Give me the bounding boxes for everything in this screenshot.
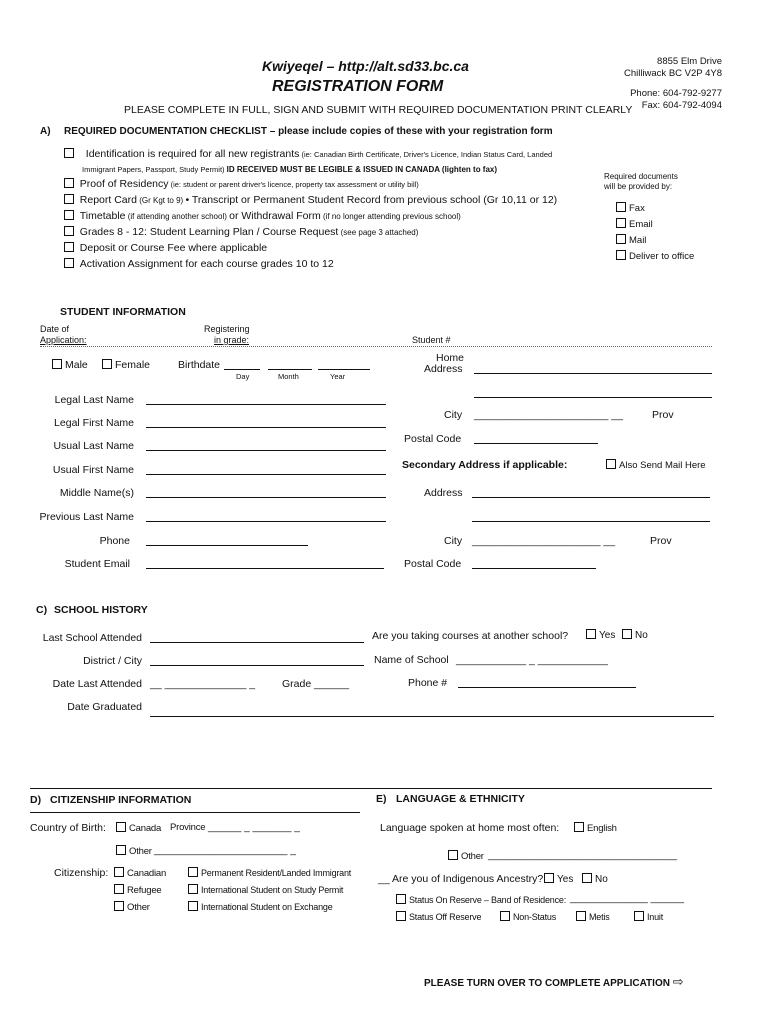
citizenship-label: Citizenship: bbox=[54, 867, 109, 879]
cit-refugee-checkbox[interactable] bbox=[114, 884, 124, 894]
checklist-learning-plan bbox=[64, 226, 418, 238]
checklist-identification-note2: Immigrant Papers, Passport, Study Permit) bbox=[82, 165, 227, 174]
middle-name-label: Middle Name(s) bbox=[59, 487, 134, 499]
email-checkbox[interactable] bbox=[616, 218, 626, 228]
form-school-title: Kwiyeqel – http://alt.sd33.bc.ca bbox=[262, 58, 469, 74]
registering-label: Registering bbox=[204, 324, 250, 334]
secondary-address-field[interactable] bbox=[472, 497, 710, 498]
birthdate-day-field[interactable] bbox=[224, 369, 260, 370]
other-school-no-checkbox[interactable] bbox=[622, 629, 632, 639]
provided-fax-label: Fax bbox=[629, 203, 645, 214]
checklist-residency-label: Proof of Residency bbox=[79, 178, 169, 190]
secondary-address-field-2[interactable] bbox=[472, 521, 710, 522]
inuit-label: Inuit bbox=[647, 912, 664, 922]
date-last-label: Date Last Attended bbox=[52, 678, 142, 690]
language-other-label: Other bbox=[461, 851, 484, 862]
postal-code-field[interactable] bbox=[474, 443, 598, 444]
cit-intl-exchange-label: International Student on Exchange bbox=[201, 902, 333, 912]
birthdate-label: Birthdate bbox=[178, 359, 221, 371]
checklist-activation-label: Activation Assignment for each course grades 10 to 12 bbox=[79, 258, 334, 270]
birth-canada[interactable] bbox=[116, 822, 161, 834]
checklist-residency bbox=[64, 178, 419, 190]
other-school-no[interactable] bbox=[622, 629, 648, 641]
secondary-address-field-label: Address bbox=[424, 487, 463, 499]
non-status-label: Non-Status bbox=[513, 912, 557, 922]
turn-over-text: PLEASE TURN OVER TO COMPLETE APPLICATION bbox=[424, 978, 670, 989]
checklist-id-warning: ID RECEIVED MUST BE LEGIBLE & ISSUED IN CANADA (lighten to fax) bbox=[226, 165, 498, 174]
grade-field[interactable]: ______ bbox=[314, 678, 350, 690]
deliver-checkbox[interactable] bbox=[616, 250, 626, 260]
school-address-line1: 8855 Elm Drive bbox=[657, 56, 722, 67]
turn-over-note bbox=[424, 974, 684, 990]
checklist-residency-note: (ie: student or parent driver's licence, property tax assessment or utility bill) bbox=[168, 180, 419, 189]
checklist-report-card bbox=[64, 194, 557, 206]
provided-by-title1: Required documents bbox=[604, 172, 678, 181]
name-of-school-label: Name of School bbox=[374, 654, 449, 666]
english-checkbox[interactable] bbox=[574, 822, 584, 832]
indigenous-no[interactable] bbox=[582, 873, 608, 885]
activation-checkbox[interactable] bbox=[64, 258, 74, 268]
legal-first-label: Legal First Name bbox=[54, 417, 134, 429]
mail-checkbox[interactable] bbox=[616, 234, 626, 244]
inuit[interactable] bbox=[634, 911, 663, 922]
province-field[interactable]: ______ _ _______ _ bbox=[208, 822, 300, 833]
gender-female[interactable] bbox=[102, 359, 150, 371]
checklist-learning-plan-label: Grades 8 - 12: Student Learning Plan / Course Request bbox=[79, 226, 339, 238]
previous-last-field[interactable] bbox=[146, 521, 386, 522]
indigenous-question bbox=[378, 873, 543, 885]
legal-last-field[interactable] bbox=[146, 404, 386, 405]
report-card-checkbox[interactable] bbox=[64, 194, 74, 204]
checklist-withdrawal-label: or Withdrawal Form bbox=[229, 210, 321, 222]
application-label: Application: bbox=[40, 335, 87, 345]
day-label: Day bbox=[236, 372, 250, 381]
checklist-timetable-note: (if attending another school) bbox=[125, 212, 230, 221]
language-question: Language spoken at home most often: bbox=[380, 822, 560, 834]
school-address-line2: Chilliwack BC V2P 4Y8 bbox=[623, 68, 722, 79]
email-label: Student Email bbox=[64, 558, 130, 570]
learning-plan-checkbox[interactable] bbox=[64, 226, 74, 236]
usual-first-field[interactable] bbox=[146, 474, 386, 475]
status-off-reserve[interactable] bbox=[396, 911, 481, 922]
checklist-timetable bbox=[64, 210, 461, 222]
metis-checkbox[interactable] bbox=[576, 911, 586, 921]
arrow-right-icon: ⇨ bbox=[672, 974, 684, 989]
school-history-rule bbox=[150, 716, 714, 717]
checklist-activation bbox=[64, 258, 334, 270]
cit-intl-permit-checkbox[interactable] bbox=[188, 884, 198, 894]
female-checkbox[interactable] bbox=[102, 359, 112, 369]
provided-deliver[interactable] bbox=[616, 250, 694, 262]
cit-intl-permit[interactable] bbox=[188, 884, 343, 895]
checklist-identification-note: (ie: Canadian Birth Certificate, Driver's Licence, Indian Status Card, Landed bbox=[299, 150, 553, 159]
section-c-letter: C) bbox=[36, 604, 48, 616]
previous-last-label: Previous Last Name bbox=[39, 511, 134, 523]
birthdate-year-field[interactable] bbox=[318, 369, 370, 370]
province-label: Province bbox=[170, 822, 206, 833]
other-school-phone-field[interactable] bbox=[458, 687, 636, 688]
usual-last-label: Usual Last Name bbox=[53, 440, 134, 452]
checklist-report-note: (Gr Kgt to 9) bbox=[136, 196, 186, 205]
district-label: District / City bbox=[83, 655, 142, 667]
last-school-field[interactable] bbox=[150, 642, 364, 643]
status-on-checkbox[interactable] bbox=[396, 894, 406, 904]
section-a-heading: REQUIRED DOCUMENTATION CHECKLIST – please include copies of these with your registration form bbox=[64, 126, 553, 137]
indigenous-yes-checkbox[interactable] bbox=[544, 873, 554, 883]
grade-label: Grade bbox=[282, 678, 312, 690]
checklist-identification bbox=[64, 148, 552, 160]
section-a-letter: A) bbox=[40, 126, 51, 137]
checklist-deposit bbox=[64, 242, 267, 254]
status-off-checkbox[interactable] bbox=[396, 911, 406, 921]
form-instruction: PLEASE COMPLETE IN FULL, SIGN AND SUBMIT WITH REQUIRED DOCUMENTATION PRINT CLEARLY bbox=[124, 104, 633, 116]
birth-other-field[interactable]: ________________________ _ bbox=[154, 845, 296, 856]
cit-permanent-resident[interactable] bbox=[188, 867, 351, 878]
birthdate-month-field[interactable] bbox=[268, 369, 312, 370]
status-off-label: Status Off Reserve bbox=[409, 912, 482, 922]
timetable-checkbox[interactable] bbox=[64, 210, 74, 220]
checklist-identification-label: Identification is required for all new registrants bbox=[85, 148, 300, 160]
secondary-address-label: Secondary Address if applicable: bbox=[402, 459, 568, 471]
legal-last-label: Legal Last Name bbox=[54, 394, 134, 406]
city2-field[interactable]: ______________________ __ bbox=[472, 535, 616, 547]
fax-checkbox[interactable] bbox=[616, 202, 626, 212]
indigenous-no-label: No bbox=[595, 874, 608, 885]
language-other-checkbox[interactable] bbox=[448, 850, 458, 860]
phone-label: Phone bbox=[99, 535, 130, 547]
section-d-top-rule bbox=[30, 788, 712, 789]
also-send-mail[interactable] bbox=[606, 459, 706, 471]
indigenous-question-text: Are you of Indigenous Ancestry? bbox=[392, 873, 544, 885]
postal-code2-field[interactable] bbox=[472, 568, 596, 569]
usual-last-field[interactable] bbox=[146, 450, 386, 451]
language-other-field[interactable]: __________________________________ bbox=[488, 850, 678, 861]
in-grade-label: in grade: bbox=[214, 335, 250, 345]
cit-canadian-label: Canadian bbox=[127, 868, 167, 879]
birth-other-label: Other bbox=[129, 846, 152, 857]
provided-email-label: Email bbox=[629, 219, 653, 230]
home-address-field[interactable] bbox=[474, 373, 712, 374]
cit-other[interactable] bbox=[114, 901, 150, 913]
legal-first-field[interactable] bbox=[146, 427, 386, 428]
phone-field[interactable] bbox=[146, 545, 308, 546]
cit-canadian-checkbox[interactable] bbox=[114, 867, 124, 877]
postal-code2-label: Postal Code bbox=[404, 558, 462, 570]
student-info-heading: STUDENT INFORMATION bbox=[60, 306, 186, 318]
checklist-timetable-label: Timetable bbox=[79, 210, 126, 222]
form-title: REGISTRATION FORM bbox=[272, 78, 444, 95]
usual-first-label: Usual First Name bbox=[52, 464, 134, 476]
checklist-transcript-label: • Transcript or Permanent Student Record from previous school (Gr 10,11 or 12) bbox=[185, 194, 558, 206]
checklist-deposit-label: Deposit or Course Fee where applicable bbox=[79, 242, 268, 254]
date-graduated-label: Date Graduated bbox=[67, 701, 142, 713]
checklist-withdrawal-note: (if no longer attending previous school) bbox=[320, 212, 461, 221]
home-address-label: Address bbox=[424, 363, 463, 375]
month-label: Month bbox=[278, 372, 299, 381]
date-last-field[interactable]: __ ______________ _ bbox=[150, 678, 256, 690]
deposit-checkbox[interactable] bbox=[64, 242, 74, 252]
checklist-identification-cont bbox=[82, 164, 497, 175]
indigenous-prefix: __ bbox=[378, 873, 393, 885]
student-header-divider bbox=[40, 346, 712, 347]
city-label: City bbox=[444, 409, 463, 421]
inuit-checkbox[interactable] bbox=[634, 911, 644, 921]
provided-fax[interactable] bbox=[616, 202, 645, 214]
cit-pr-checkbox[interactable] bbox=[188, 867, 198, 877]
other-school-yes[interactable] bbox=[586, 629, 615, 641]
date-of-label: Date of bbox=[40, 324, 70, 334]
metis-label: Metis bbox=[589, 912, 610, 922]
indigenous-yes[interactable] bbox=[544, 873, 573, 885]
cit-canadian[interactable] bbox=[114, 867, 166, 879]
city-field[interactable]: _______________________ __ bbox=[474, 409, 623, 421]
male-label: Male bbox=[65, 359, 88, 371]
provided-mail[interactable] bbox=[616, 234, 646, 246]
checklist-report-label: Report Card bbox=[79, 194, 137, 206]
last-school-label: Last School Attended bbox=[42, 632, 142, 644]
non-status[interactable] bbox=[500, 911, 556, 922]
year-label: Year bbox=[330, 372, 346, 381]
postal-code-label: Postal Code bbox=[404, 433, 462, 445]
provided-deliver-label: Deliver to office bbox=[629, 251, 695, 262]
cit-other-label: Other bbox=[127, 902, 150, 913]
other-school-yes-label: Yes bbox=[599, 630, 616, 641]
status-on-label: Status On Reserve – Band of Residence: bbox=[409, 895, 566, 905]
school-fax: Fax: 604-792-4094 bbox=[641, 100, 722, 111]
residency-checkbox[interactable] bbox=[64, 178, 74, 188]
language-heading: LANGUAGE & ETHNICITY bbox=[396, 793, 525, 805]
other-school-phone-label: Phone # bbox=[408, 677, 448, 689]
home-label: Home bbox=[436, 352, 465, 364]
english-label: English bbox=[587, 823, 617, 834]
prov2-label: Prov bbox=[650, 535, 672, 547]
birth-other[interactable] bbox=[116, 845, 152, 857]
birth-canada-checkbox[interactable] bbox=[116, 822, 126, 832]
section-e-letter: E) bbox=[376, 793, 387, 805]
female-label: Female bbox=[115, 359, 151, 371]
cit-intl-exchange-checkbox[interactable] bbox=[188, 901, 198, 911]
gender-male[interactable] bbox=[52, 359, 88, 371]
school-history-heading: SCHOOL HISTORY bbox=[54, 604, 148, 616]
cit-pr-label: Permanent Resident/Landed Immigrant bbox=[201, 868, 352, 878]
home-address-field-2[interactable] bbox=[474, 397, 712, 398]
school-phone: Phone: 604-792-9277 bbox=[630, 88, 722, 99]
birth-canada-label: Canada bbox=[129, 823, 162, 834]
language-other[interactable] bbox=[448, 850, 484, 862]
other-school-no-label: No bbox=[635, 630, 648, 641]
provided-email[interactable] bbox=[616, 218, 653, 230]
male-checkbox[interactable] bbox=[52, 359, 62, 369]
student-number-label: Student # bbox=[412, 335, 451, 345]
birth-other-checkbox[interactable] bbox=[116, 845, 126, 855]
metis[interactable] bbox=[576, 911, 610, 922]
cit-intl-permit-label: International Student on Study Permit bbox=[201, 885, 344, 895]
identification-checkbox[interactable] bbox=[64, 148, 74, 158]
also-send-checkbox[interactable] bbox=[606, 459, 616, 469]
cit-refugee-label: Refugee bbox=[127, 885, 162, 896]
email-field[interactable] bbox=[146, 568, 384, 569]
cit-refugee[interactable] bbox=[114, 884, 162, 896]
other-school-question: Are you taking courses at another school? bbox=[372, 630, 569, 642]
non-status-checkbox[interactable] bbox=[500, 911, 510, 921]
middle-name-field[interactable] bbox=[146, 497, 386, 498]
cit-other-checkbox[interactable] bbox=[114, 901, 124, 911]
also-send-label: Also Send Mail Here bbox=[619, 460, 706, 471]
cit-intl-exchange[interactable] bbox=[188, 901, 333, 912]
band-residence-field[interactable]: ______________ ______ bbox=[570, 893, 685, 904]
country-birth-label: Country of Birth: bbox=[30, 822, 106, 834]
section-d-bottom-rule bbox=[30, 812, 360, 813]
name-of-school-field[interactable]: ____________ _ ____________ bbox=[456, 654, 608, 666]
district-field[interactable] bbox=[150, 665, 364, 666]
citizenship-heading: CITIZENSHIP INFORMATION bbox=[50, 794, 192, 806]
provided-mail-label: Mail bbox=[629, 235, 647, 246]
other-school-yes-checkbox[interactable] bbox=[586, 629, 596, 639]
indigenous-yes-label: Yes bbox=[557, 874, 574, 885]
section-d-letter: D) bbox=[30, 794, 42, 806]
language-english[interactable] bbox=[574, 822, 617, 834]
indigenous-no-checkbox[interactable] bbox=[582, 873, 592, 883]
city2-label: City bbox=[444, 535, 463, 547]
checklist-learning-plan-note: (see page 3 attached) bbox=[338, 228, 419, 237]
prov-label: Prov bbox=[652, 409, 674, 421]
status-on-reserve[interactable] bbox=[396, 894, 566, 905]
provided-by-title2: will be provided by: bbox=[604, 182, 673, 191]
